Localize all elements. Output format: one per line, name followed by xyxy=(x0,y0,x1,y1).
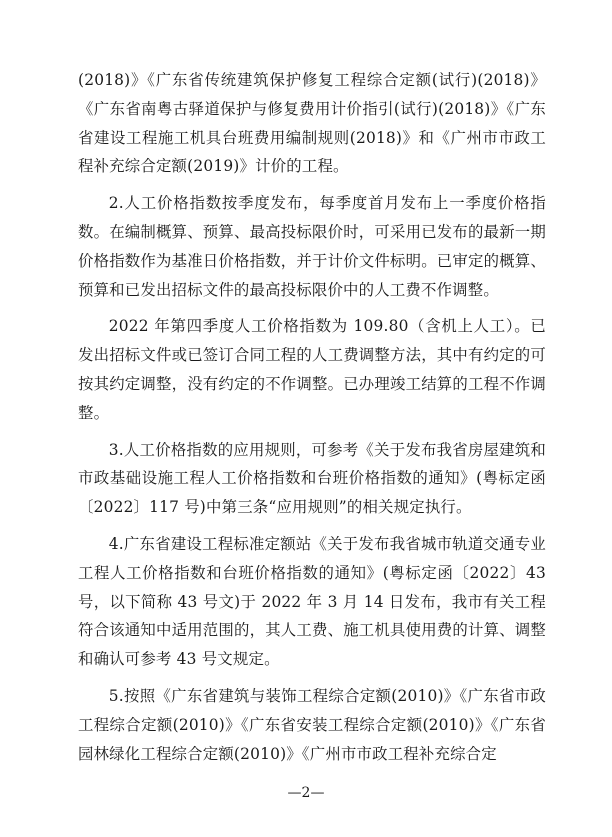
paragraph-item-5: 5.按照《广东省建筑与装饰工程综合定额(2010)》《广东省市政工程综合定额(2010)》《广东省安装工程综合定额(2010)》《广东省园林绿化工程综合定额(2010)》《广州市市政工程补充综合定 xyxy=(78,686,546,763)
paragraph-q4-index: 2022 年第四季度人工价格指数为 109.80（含机上人工）。已发出招标文件或已签订合同工程的人工费调整方法，其中有约定的可按其约定调整，没有约定的不作调整。已办理竣工结算的工程不作调整。 xyxy=(78,317,546,422)
page-number: —2— xyxy=(287,785,325,801)
paragraph-item-3: 3.人工价格指数的应用规则，可参考《关于发布我省房屋建筑和市政基础设施工程人工价格指数和台班价格指数的通知》(粤标定函〔2022〕117 号)中第三条“应用规则”的相关规定执行。 xyxy=(78,440,546,517)
paragraph-continuation: (2018)》《广东省传统建筑保护修复工程综合定额(试行)(2018)》《广东省南粤古驿道保护与修复费用计价指引(试行)(2018)》《广东省建设工程施工机具台班费用编制规则(2018)》和《广州市市政工程补充综合定额(2019)》计价的工程。 xyxy=(78,71,546,176)
paragraph-item-4: 4.广东省建设工程标准定额站《关于发布我省城市轨道交通专业工程人工价格指数和台班价格指数的通知》(粤标定函〔2022〕43 号，以下简称 43 号文)于 2022 年 3 月 14 日发布，我市有关工程符合该通知中适用范围的，其人工费、施工机具使用费的计算、调整和确认可参考 43 号文规定。 xyxy=(78,534,546,669)
document-body xyxy=(78,66,546,776)
paragraph-item-2: 2.人工价格指数按季度发布，每季度首月发布上一季度价格指数。在编制概算、预算、最高投标限价时，可采用已发布的最新一期价格指数作为基准日价格指数，并于计价文件标明。已审定的概算、预算和已发出招标文件的最高投标限价中的人工费不作调整。 xyxy=(78,194,546,299)
